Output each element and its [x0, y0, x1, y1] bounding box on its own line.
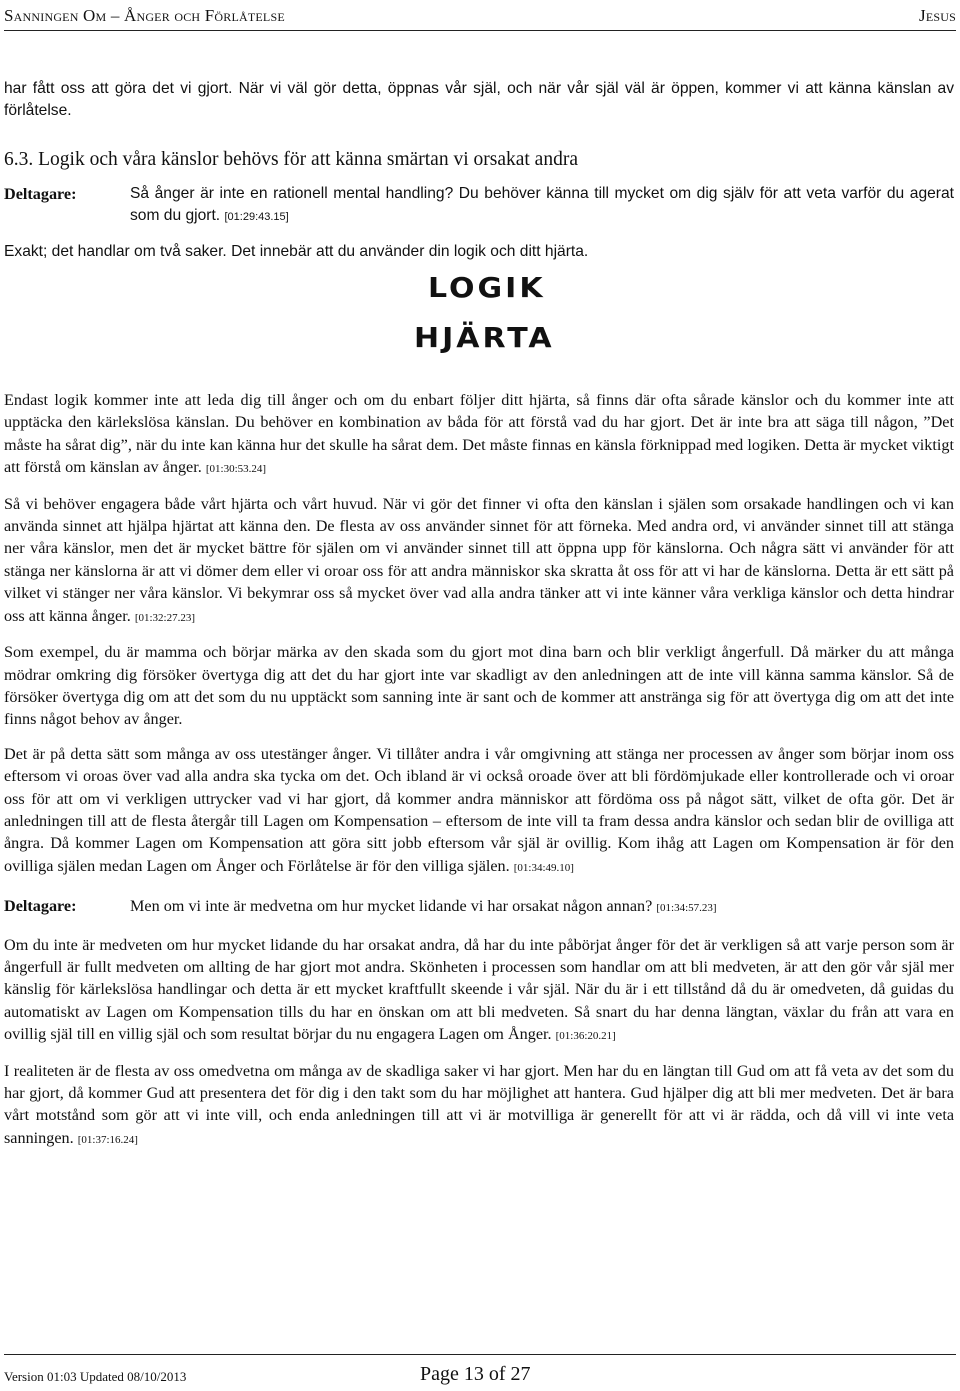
question-body: Men om vi inte är medvetna om hur mycket lidande vi har orsakat någon annan? [130, 897, 653, 916]
participant-question-2 [4, 895, 954, 919]
page-content [4, 78, 954, 1151]
question-text [130, 183, 954, 229]
section-heading: 6.3. Logik och våra känslor behövs för att känna smärtan vi orsakat andra [4, 148, 578, 170]
participant-question-1 [4, 183, 954, 229]
paragraph-text: Om du inte är medveten om hur mycket lidande du har orsakat andra, då har du inte påbörjat ånger för det är verkligen så att varje person som är ångerfull är fullt medveten om allting de har gjort mot andra. Skönheten i processen som handlar om att bli medveten, är att den gör vår själ mer känslig för kärlekslösa handlingar och detta är ett mycket kraftfullt skeende i vår själ. När du är i ett tillstånd då du är omedveten, då guidas du automatiskt av Lagen om Kompensation tills du har en önskan om att bli medveten. Så snart du har denna längtan, växlar du från att vara en ovillig själ till en villig själ och som resultat börjar du nu engagera Lagen om Ånger. [4, 935, 954, 1044]
paragraph-text: I realiteten är de flesta av oss omedvetna om många av de skadliga saker vi har gjort. Men har du en längtan till Gud om att få veta av det som du har gjort, då kommer Gud att presentera det för dig i den takt som du har möjlighet att hantera. Gud hjälper dig att bli mer medveten. Det är bara vårt motstånd som gör att vi inte vill, och enda anledningen till att vi är motvilliga är generellt för att vi är rädda, och då vill vi inte veta sanningen. [4, 1061, 954, 1147]
version-info: Version 01:03 Updated 08/10/2013 [4, 1369, 187, 1384]
timestamp: [01:37:16.24] [77, 1133, 138, 1146]
paragraph-text: Så vi behöver engagera både vårt hjärta och vårt huvud. När vi gör det finner vi ofta den känslan i själen som orsakade handlingen och vi kan använda sinnet att hjälpa hjärtat att känna den. De flesta av oss använder sinnet för att förneka. Med andra ord, vi använder sinnet till att stänga ner våra känslor, men det är mycket bättre för själen om vi använder sinnet till att öppna upp för känslorna. Och några sätt vi använder för att stänga ner känslorna är att vi dömer dem eller vi oroar oss för att andra människor ska skratta åt oss för att vi har de känslorna. Detta är ett sätt på vilket vi stänger ner våra känslor. Vi bekymrar oss så mycket över vad alla andra tänker att vi inte känner våra verkliga känslor och detta hindrar oss att känna ånger. [4, 494, 954, 625]
paragraph-text: Som exempel, du är mamma och börjar märka av den skada som du gjort mot dina barn och blir verkligt ångerfull. Då märker du att många mödrar omkring dig försöker övertyga dig att det du har gjort inte var skadligt av den anledningen att de inte vill känna samma känslor. Så de försöker övertyga dig om att det som du nu upptäckt som sanning inte är sant och de kommer att anstränga sig för att övertyga dig om att det inte finns något behov av ånger. [4, 643, 954, 729]
body-paragraph [4, 934, 954, 1048]
timestamp: [01:29:43.15] [224, 211, 289, 224]
timestamp: [01:34:49.10] [513, 861, 574, 874]
timestamp: [01:32:27.23] [134, 611, 196, 624]
header-title: Sanningen Om – Ånger och Förlåtelse [4, 6, 285, 25]
question-text [130, 895, 954, 919]
body-paragraph [4, 1060, 954, 1152]
body-paragraph [4, 641, 954, 731]
intro-paragraph: har fått oss att göra det vi gjort. När vi väl gör detta, öppnas vår själ, och när vår själ väl är öppen, kommer vi att känna känslan av förlåtelse. [4, 80, 954, 120]
question-body: Så ånger är inte en rationell mental handling? Du behöver känna till mycket om dig själv för att veta varför du agerat som du gjort. [130, 184, 954, 225]
paragraph-text: Det är på detta sätt som många av oss utestänger ånger. Vi tillåter andra i vår omgivning att stänga ner processen av ånger som börjar inom oss eftersom vi oroas över vad alla andra ska tycka om det. Och ibland är vi också oroade över att bli fördömjukade eller kontrollerade och vi oroar oss för att om vi verkligen uttrycker vad vi har gjort, då kommer andra människor att fördöma oss på något sätt, vilket de ofta gör. Det är anledningen till att de flesta återgår till Lagen om Kompensation – eftersom de inte vill ta fram dessa andra känslor och sedan blir de ovilliga att ångra. Då kommer Lagen om Kompensation att göra sitt jobb eftersom vår själ är ovillig. Kom ihåg att Lagen om Kompensation är för den ovilliga själen medan Lagen om Ånger och Förlåtelse är för den villiga själen. [4, 744, 954, 875]
page-header [4, 4, 956, 31]
header-speaker: Jesus [919, 6, 956, 25]
answer-paragraph-1: Exakt; det handlar om två saker. Det innebär att du använder din logik och ditt hjärta. [4, 242, 589, 260]
timestamp: [01:36:20.21] [555, 1030, 616, 1043]
logic-word: LOGIK [428, 272, 546, 305]
heart-word: HJÄRTA [414, 322, 555, 355]
paragraph-text: Endast logik kommer inte att leda dig till ånger och om du enbart följer ditt hjärta, så finns där ofta sårade känslor och du kommer inte att upptäcka den kärlekslösa känslan. Du behöver en kombination av båda för att förstå vad du har gjort. Det är inte bra att säga till någon, ”Det måste ha sårat dig”, när du inte kan känna hur det skulle ha sårat dem. Det måste finnas en känsla förknippad med logiken. Detta är mycket viktigt att förstå om känslan av ånger. [4, 391, 954, 477]
body-paragraph [4, 389, 954, 481]
body-paragraph [4, 493, 954, 629]
logic-heart-graphic [4, 263, 954, 381]
page-number: Page 13 of 27 [420, 1363, 531, 1385]
timestamp: [01:34:57.23] [656, 902, 717, 915]
timestamp: [01:30:53.24] [205, 463, 267, 476]
body-paragraph [4, 743, 954, 879]
speaker-label: Deltagare: [4, 897, 77, 916]
page-footer [4, 1354, 956, 1389]
speaker-label: Deltagare: [4, 184, 77, 203]
